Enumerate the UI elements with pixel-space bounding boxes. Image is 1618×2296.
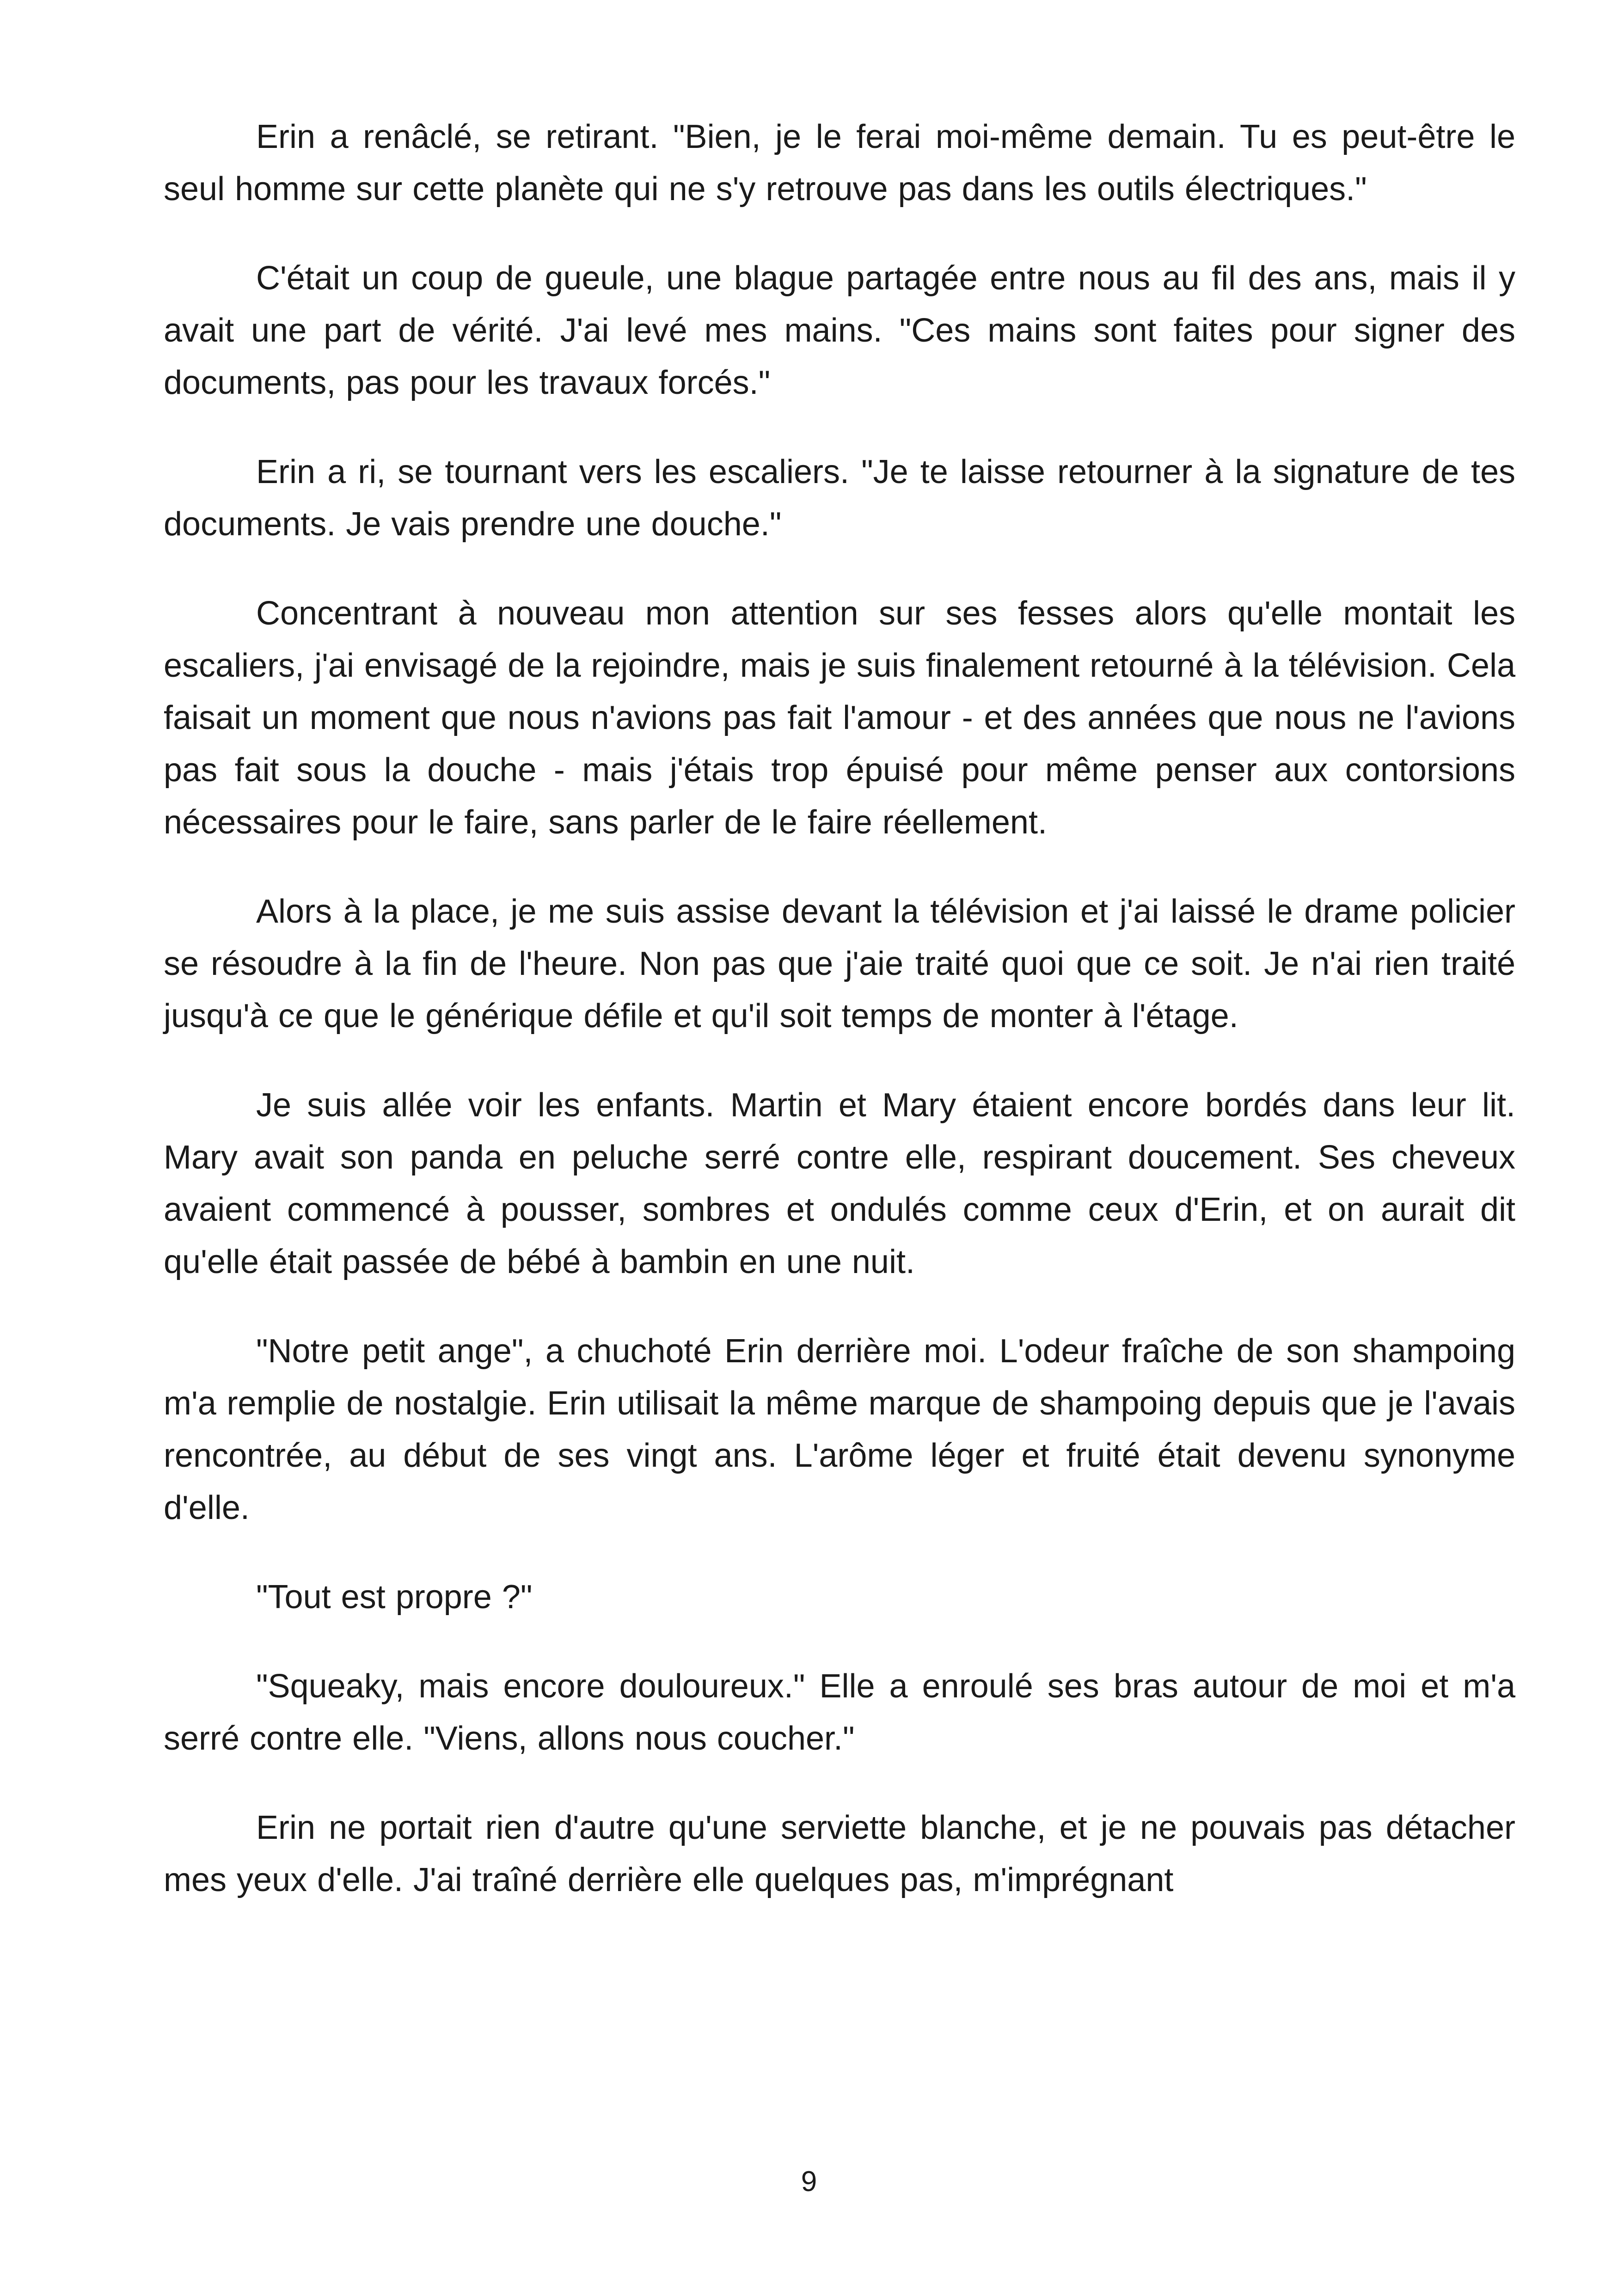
paragraph: Alors à la place, je me suis assise devant la télévision et j'ai laissé le drame policier se résoudre à la fin de l'heure. Non pas que j'aie traité quoi que ce soit. Je n'ai rien traité jusqu'à ce que le générique défile et qu'il soit temps de monter à l'étage.: [164, 893, 1515, 1035]
page-number: 9: [801, 2166, 817, 2198]
paragraph: Erin a ri, se tournant vers les escaliers. "Je te laisse retourner à la signature de tes documents. Je vais prendre une douche.": [164, 453, 1515, 543]
paragraph: Erin ne portait rien d'autre qu'une serviette blanche, et je ne pouvais pas détacher mes yeux d'elle. J'ai traîné derrière elle quelques pas, m'imprégnant: [164, 1809, 1515, 1898]
paragraph: C'était un coup de gueule, une blague partagée entre nous au fil des ans, mais il y avait une part de vérité. J'ai levé mes mains. "Ces mains sont faites pour signer des documents, pas pour les travaux forcés.": [164, 260, 1515, 401]
paragraph: Erin a renâclé, se retirant. "Bien, je le ferai moi-même demain. Tu es peut-être le seul homme sur cette planète qui ne s'y retrouve pas dans les outils électriques.": [164, 118, 1515, 208]
paragraph: "Notre petit ange", a chuchoté Erin derrière moi. L'odeur fraîche de son shampoing m'a remplie de nostalgie. Erin utilisait la même marque de shampoing depuis que je l'avais rencontrée, au début de ses vingt ans. L'arôme léger et fruité était devenu synonyme d'elle.: [164, 1333, 1515, 1526]
paragraph: "Squeaky, mais encore douloureux." Elle a enroulé ses bras autour de moi et m'a serré contre elle. "Viens, allons nous coucher.": [164, 1668, 1515, 1757]
paragraph: Concentrant à nouveau mon attention sur ses fesses alors qu'elle montait les escaliers, j'ai envisagé de la rejoindre, mais je suis finalement retourné à la télévision. Cela faisait un moment que nous n'avions pas fait l'amour - et des années que nous ne l'avions pas fait sous la douche - mais j'étais trop épuisé pour même penser aux contorsions nécessaires pour le faire, sans parler de le faire réellement.: [164, 595, 1515, 841]
paragraph: Je suis allée voir les enfants. Martin et Mary étaient encore bordés dans leur lit. Mary avait son panda en peluche serré contre elle, respirant doucement. Ses cheveux avaient commencé à pousser, sombres et ondulés comme ceux d'Erin, et on aurait dit qu'elle était passée de bébé à bambin en une nuit.: [164, 1087, 1515, 1280]
paragraph: "Tout est propre ?": [256, 1579, 533, 1616]
page-body: [164, 111, 1515, 1906]
